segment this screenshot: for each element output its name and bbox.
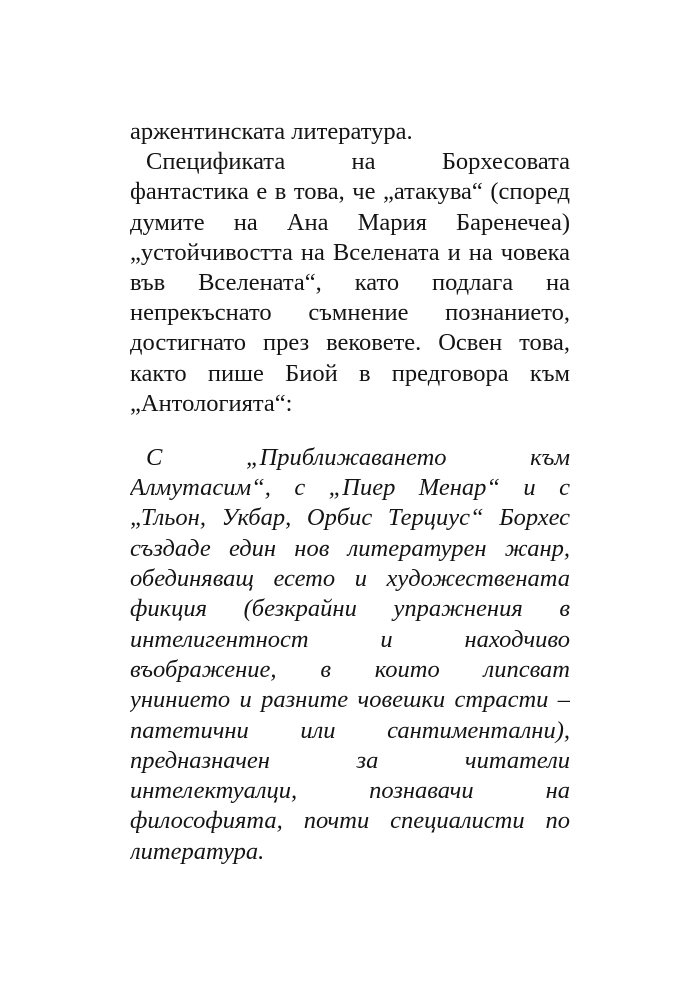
page-body	[130, 117, 570, 867]
quote-line: философията, почти специалисти по	[130, 807, 570, 835]
text-line: както пише Биой в предговора към	[130, 359, 570, 387]
text-line: „устойчивостта на Вселената и на човека	[130, 238, 570, 266]
quote-line: предназначен за читатели	[130, 746, 570, 774]
quote-line: С „Приближаването към	[146, 443, 570, 471]
text-line: аржентинската литература.	[130, 118, 413, 145]
text-line: достигнато през вековете. Освен това,	[130, 329, 570, 357]
quote-line: обединяващ есето и художествената	[130, 565, 570, 593]
quote-line: създаде един нов литературен жанр,	[130, 534, 570, 562]
text-line: непрекъснато съмнение познанието,	[130, 299, 570, 327]
paragraph-borges-fantasy	[130, 147, 570, 419]
text-line: думите на Ана Мария Баренечеа)	[130, 208, 570, 236]
quote-line: „Тльон, Укбар, Орбис Терциус“ Борхес	[130, 504, 570, 532]
quote-line: патетични или сантиментални),	[130, 716, 570, 744]
paragraph-continuation	[130, 117, 570, 147]
quote-line: интелигентност и находчиво	[130, 625, 570, 653]
text-line: „Антологията“:	[130, 389, 293, 417]
text-line: във Вселената“, като подлага на	[130, 268, 570, 296]
text-line: фантастика е в това, че „атакува“ (според	[130, 178, 570, 206]
quote-line: унинието и разните човешки страсти –	[130, 686, 570, 714]
block-quote	[130, 443, 570, 867]
text-line: Спецификата на Борхесовата	[146, 148, 570, 176]
quote-line: Алмутасим“, с „Пиер Менар“ и с	[130, 474, 570, 502]
quote-line: литература.	[130, 837, 265, 865]
quote-line: фикция (безкрайни упражнения в	[130, 595, 570, 623]
quote-line: въображение, в които липсват	[130, 655, 570, 683]
quote-line: интелектуалци, познавачи на	[130, 777, 570, 805]
